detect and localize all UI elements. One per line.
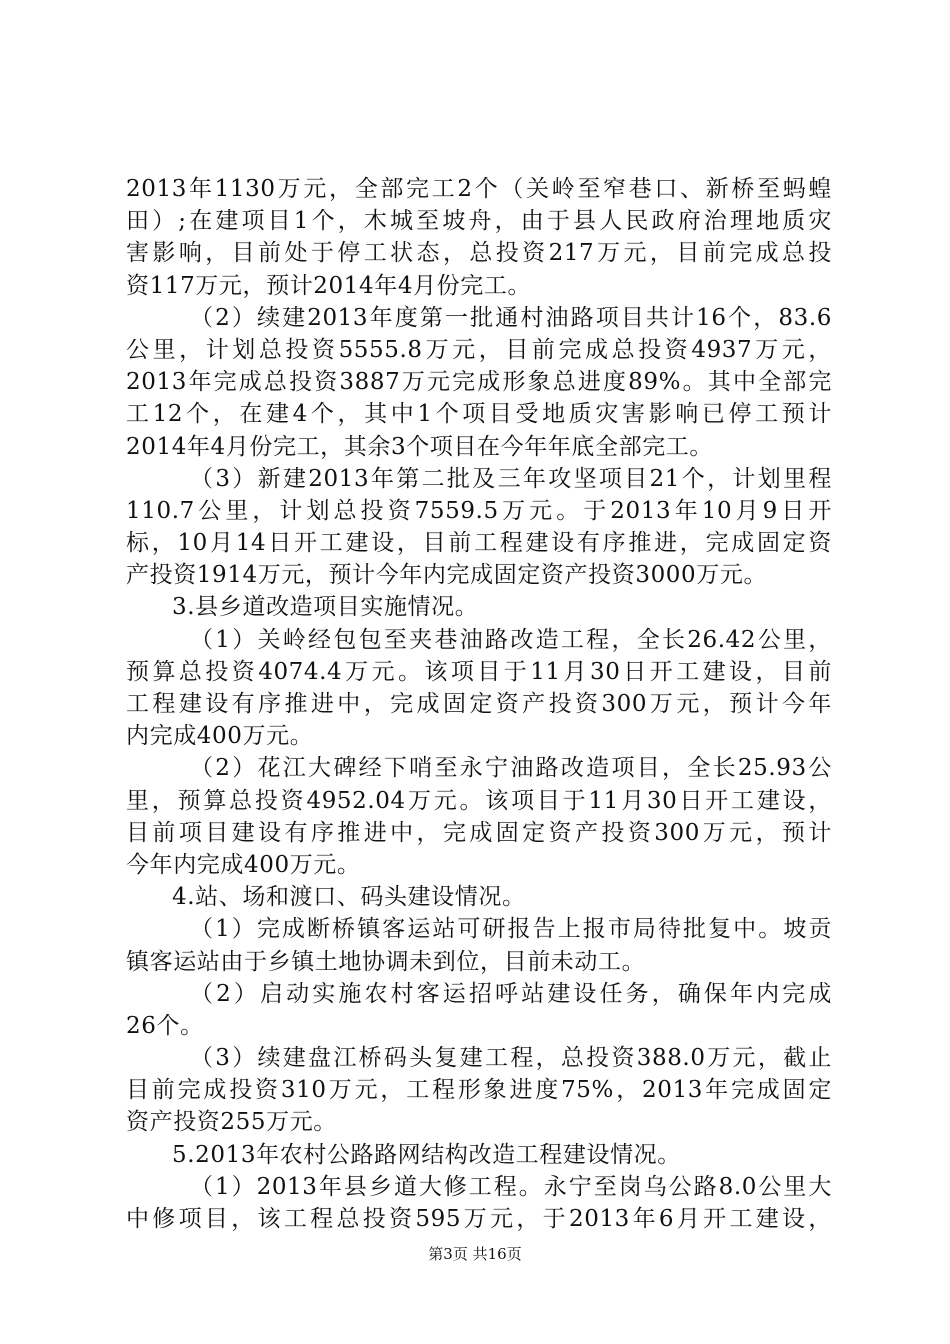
text-line: 2013年1130万元，全部完工2个（关岭至窄巷口、新桥至蚂蝗 [126, 176, 832, 202]
text-line: 4.站、场和渡口、码头建设情况。 [172, 884, 526, 911]
text-line: 内完成400万元。 [126, 723, 314, 750]
text-line: 害影响，目前处于停工状态，总投资217万元，目前完成总投 [126, 240, 832, 267]
text-line: 镇客运站由于乡镇土地协调未到位，目前未动工。 [126, 948, 646, 975]
text-line: （2）花江大碑经下哨至永宁油路改造项目，全长25.93公 [190, 755, 832, 782]
text-line: （3）续建盘江桥码头复建工程，总投资388.0万元，截止 [190, 1045, 832, 1072]
text-line: （3）新建2013年第二批及三年攻坚项目21个，计划里程 [190, 465, 832, 492]
text-line: 2013年完成总投资3887万元完成形象总进度89%。其中全部完 [126, 369, 832, 396]
body-text [126, 173, 832, 1235]
text-line: （1）2013年县乡道大修工程。永宁至岗乌公路8.0公里大 [190, 1173, 832, 1200]
text-line: 里，预算总投资4952.04万元。该项目于11月30日开工建设， [126, 787, 832, 814]
text-line: 预算总投资4074.4万元。该项目于11月30日开工建设，目前 [126, 658, 832, 685]
text-line: 资产投资255万元。 [126, 1109, 337, 1136]
text-line: （2）续建2013年度第一批通村油路项目共计16个，83.6 [190, 304, 832, 331]
text-line: 产投资1914万元，预计今年内完成固定资产投资3000万元。 [126, 562, 768, 589]
text-line: 中修项目，该工程总投资595万元，于2013年6月开工建设， [126, 1206, 832, 1232]
text-line: （1）完成断桥镇客运站可研报告上报市局待批复中。坡贡 [190, 916, 832, 943]
text-line: 今年内完成400万元。 [126, 851, 361, 878]
text-line: 工12个，在建4个，其中1个项目受地质灾害影响已停工预计 [126, 401, 832, 428]
text-line: 公里，计划总投资5555.8万元，目前完成总投资4937万元， [126, 336, 832, 363]
text-line: 2014年4月份完工，其余3个项目在今年年底全部完工。 [126, 433, 713, 460]
text-line: （2）启动实施农村客运招呼站建设任务，确保年内完成 [190, 980, 832, 1007]
text-line: 田）;在建项目1个，木城至坡舟，由于县人民政府治理地质灾 [126, 208, 832, 235]
text-line: 工程建设有序推进中，完成固定资产投资300万元，预计今年 [126, 691, 832, 717]
text-line: 110.7公里，计划总投资7559.5万元。于2013年10月9日开 [126, 497, 832, 524]
text-line: 标，10月14日开工建设，目前工程建设有序推进，完成固定资 [126, 530, 832, 557]
page-footer: 第3页 共16页 [428, 1245, 522, 1263]
text-line: 3.县乡道改造项目实施情况。 [172, 594, 479, 621]
text-line: 5.2013年农村公路路网结构改造工程建设情况。 [172, 1141, 681, 1168]
text-line: 资117万元，预计2014年4月份完工。 [126, 272, 532, 299]
text-line: 目前完成投资310万元，工程形象进度75%，2013年完成固定 [126, 1077, 832, 1104]
text-line: （1）关岭经包包至夹巷油路改造工程，全长26.42公里， [190, 626, 832, 653]
text-line: 目前项目建设有序推进中，完成固定资产投资300万元，预计 [126, 819, 832, 846]
text-line: 26个。 [126, 1012, 204, 1039]
